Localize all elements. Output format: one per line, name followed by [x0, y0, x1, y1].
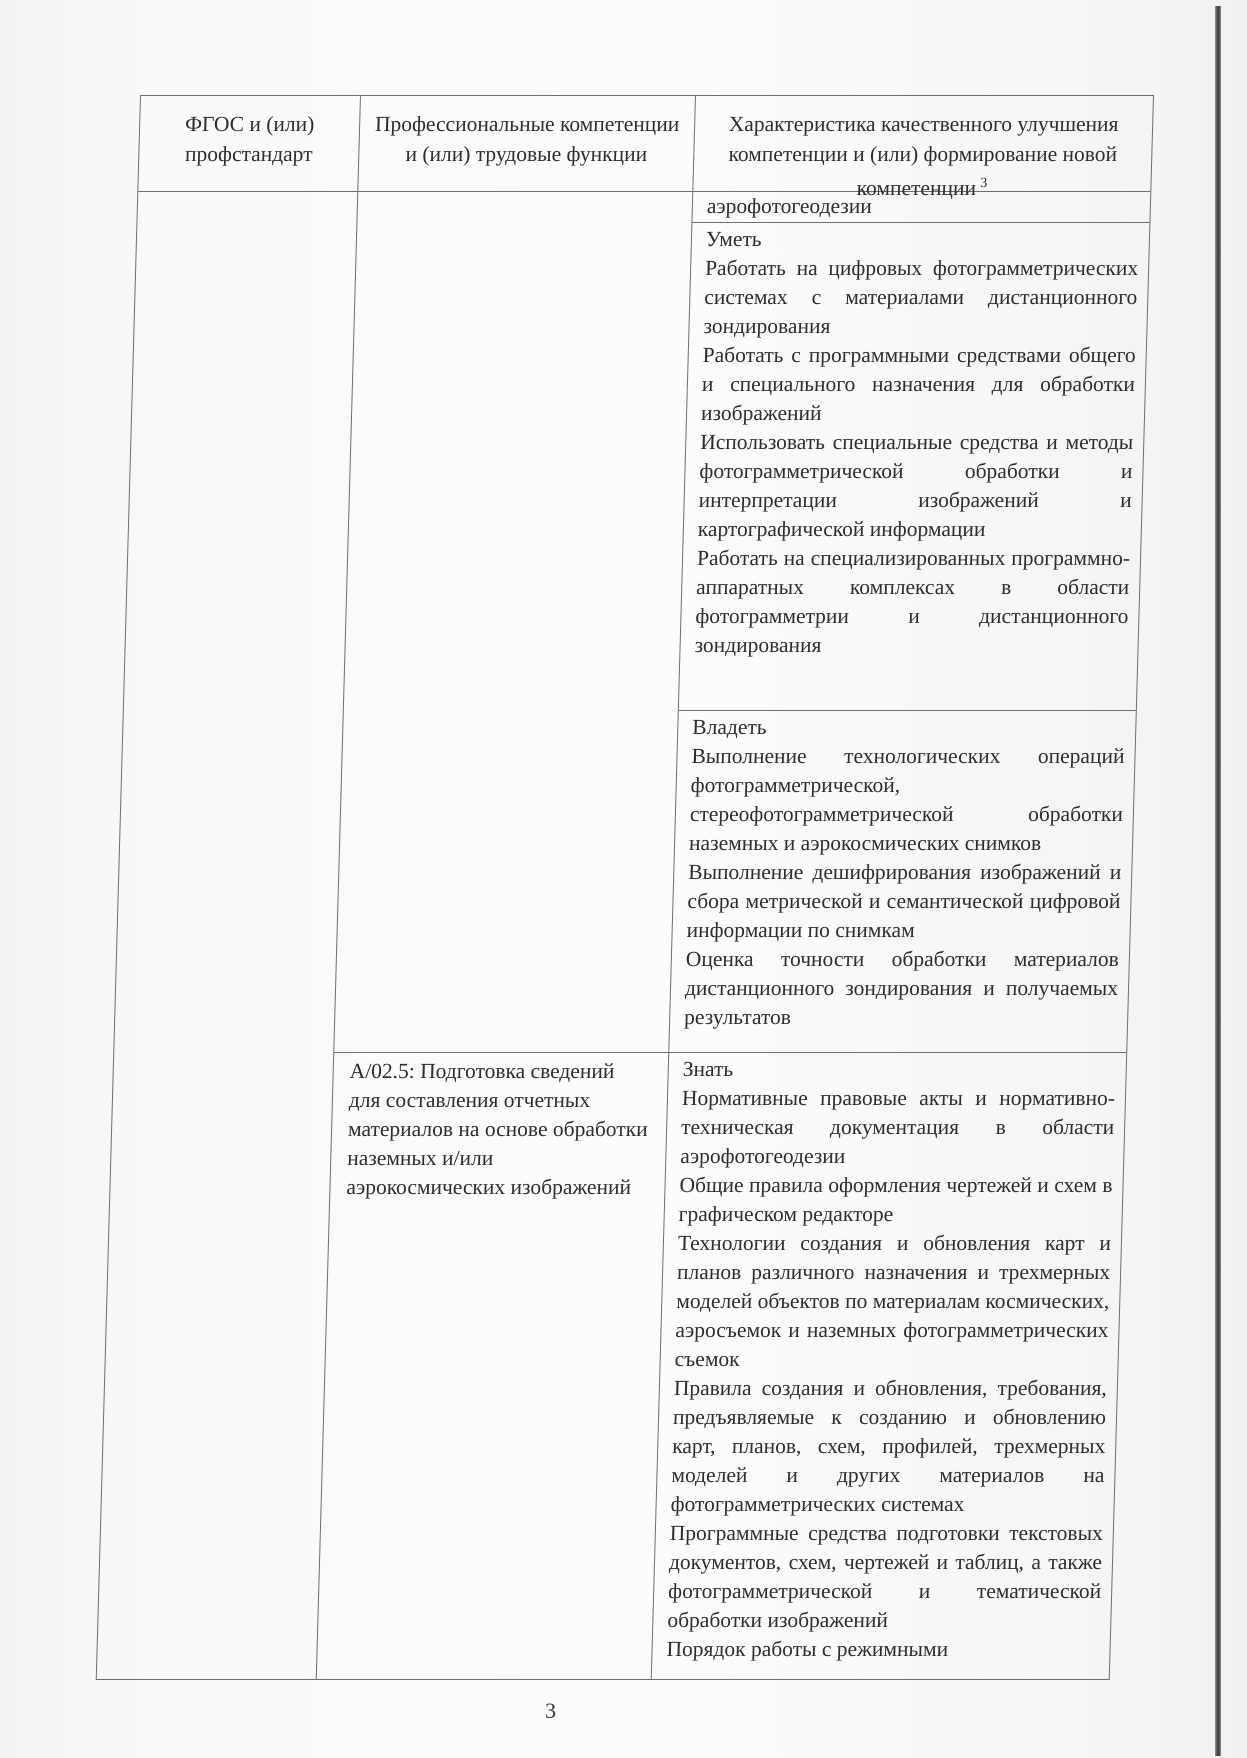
vladet-item: Выполнение дешифрирования изображений и сбора метрической и семантической цифровой информации по снимкам: [686, 860, 1122, 942]
scan-page-edge-line: [1215, 6, 1221, 1756]
umet-item: Работать на специализированных программно-аппаратных комплексах в области фотограмметрии и дистанционного зондирования: [694, 546, 1131, 657]
znat-item: Нормативные правовые акты и нормативно-техническая документация в области аэрофотогеодезии: [680, 1086, 1116, 1168]
competencies-table: [96, 95, 1154, 1680]
page-number: 3: [545, 1698, 556, 1723]
continuation-text: аэрофотогеодезии: [706, 194, 873, 218]
continuation-cell: [692, 192, 1150, 223]
znat-item: Программные средства подготовки текстовых документов, схем, чертежей и таблиц, а также фотограмметрической и тематической обработки изображений: [667, 1521, 1104, 1632]
characteristic-cell-a: [669, 192, 1150, 1052]
vladet-item: Оценка точности обработки материалов дистанционного зондирования и получаемых результатов: [683, 947, 1120, 1029]
znat-item: Правила создания и обновления, требования, предъявляемые к созданию и обновлению карт, планов, схем, профилей, трехмерных моделей и других материалов на фотограмметрических системах: [670, 1376, 1108, 1516]
umet-item: Использовать специальные средства и методы фотограмметрической обработки и интерпретации изображений и картографической информации: [697, 430, 1134, 541]
labor-function-empty-cell: [334, 192, 693, 1052]
header-cell-characteristic: [693, 96, 1153, 201]
table-row-b: [317, 1052, 1127, 1679]
znat-item: Порядок работы с режимными: [666, 1637, 949, 1661]
umet-section: [679, 223, 1150, 711]
table-row-a: [334, 192, 1150, 1052]
header-characteristic-text: Характеристика качественного улучшения компетенции и (или) формирование новой компетенции: [728, 112, 1119, 201]
vladet-section: [669, 711, 1136, 1052]
umet-item: Работать на цифровых фотограмметрических системах с материалами дистанционного зондирования: [703, 256, 1139, 338]
znat-heading: Знать: [682, 1057, 734, 1081]
labor-function-a025-cell: [317, 1053, 669, 1679]
fgos-column-empty-cell: [97, 192, 359, 1679]
table-body-columns-2-3: [317, 192, 1151, 1679]
vladet-item: Выполнение технологических операций фотограмметрической, стереофотограмметрической обработки наземных и аэрокосмических снимков: [688, 744, 1125, 855]
znat-section: [652, 1053, 1126, 1679]
umet-item: Работать с программными средствами общего и специального назначения для обработки изображений: [700, 343, 1137, 425]
umet-heading: Уметь: [705, 227, 763, 251]
header-cell-fgos: ФГОС и (или) профстандарт: [138, 96, 361, 192]
vladet-heading: Владеть: [692, 715, 767, 739]
labor-function-a025-text: А/02.5: Подготовка сведений для составления отчетных материалов на основе обработки наземных и/или аэрокосмических изображений: [346, 1059, 649, 1199]
znat-item: Общие правила оформления чертежей и схем в графическом редакторе: [678, 1173, 1113, 1226]
znat-item: Технологии создания и обновления карт и планов различного назначения и трехмерных моделей объектов по материалам космических, аэросъемок и наземных фотограмметрических съемок: [674, 1231, 1112, 1371]
header-cell-professional-competencies: Профессиональные компетенции и (или) трудовые функции: [358, 96, 696, 192]
footnote-reference-3: 3: [979, 176, 988, 191]
